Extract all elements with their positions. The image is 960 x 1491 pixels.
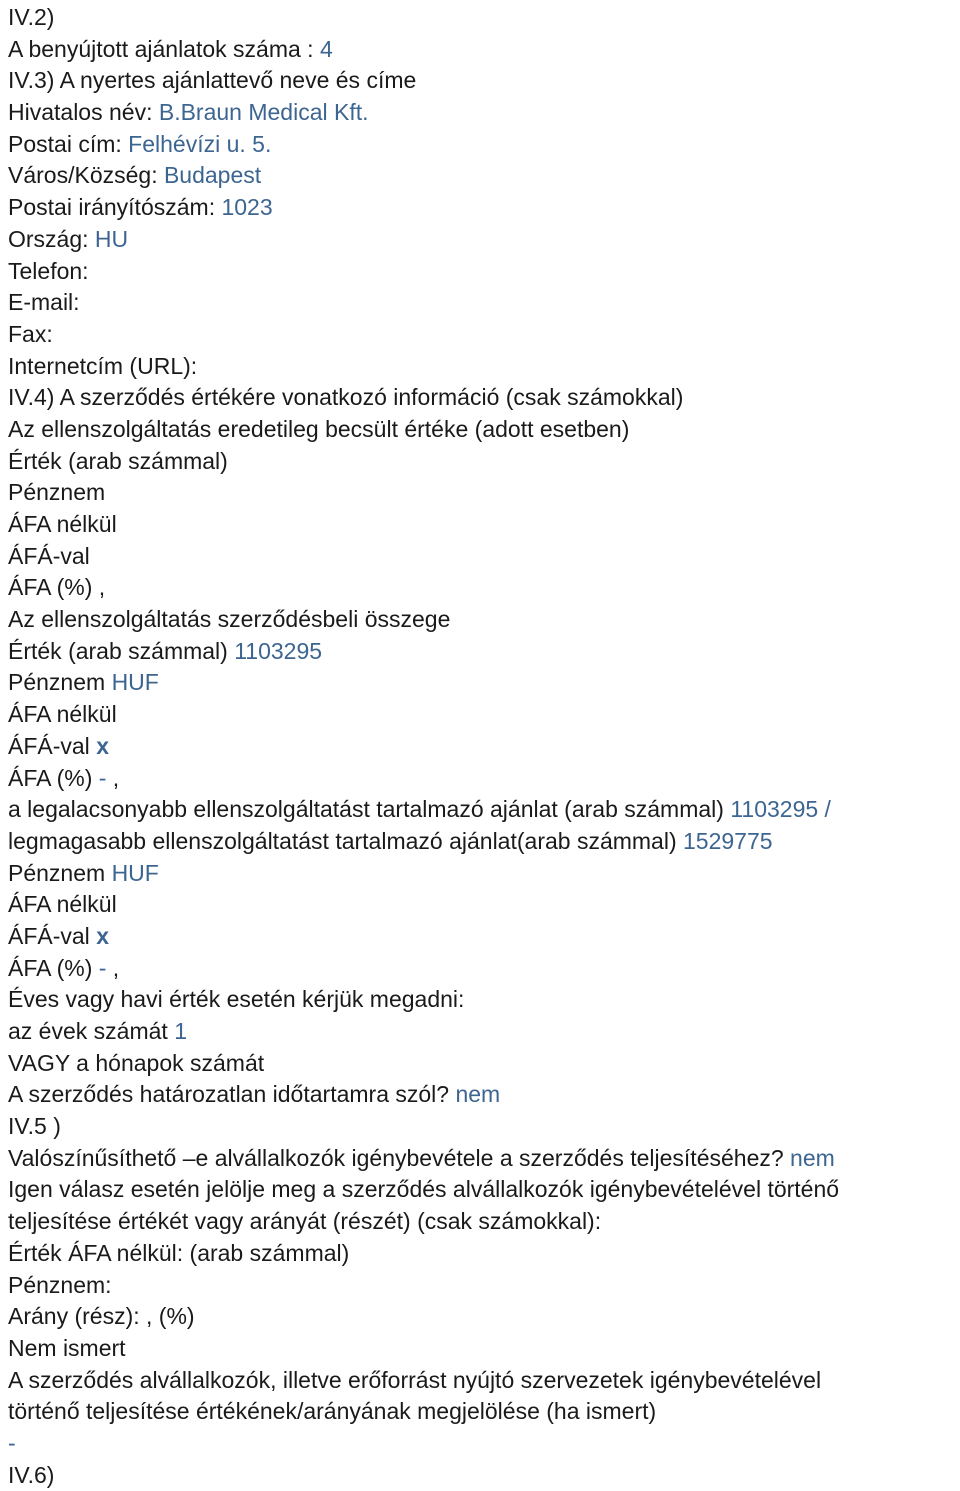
document-line — [8, 1206, 960, 1238]
line-value: B.Braun Medical Kft. — [158, 99, 369, 126]
line-label: VAGY a hónapok számát — [8, 1049, 265, 1076]
line-value: x — [96, 922, 109, 949]
line-label: Internetcím (URL): — [8, 352, 198, 379]
line-value: 1529775 — [683, 827, 773, 854]
line-label: E-mail: — [8, 289, 80, 316]
document-line — [8, 477, 960, 509]
line-value: Felhévízi u. 5. — [128, 130, 272, 157]
document-line — [8, 889, 960, 921]
document-line — [8, 699, 960, 731]
document-line — [8, 636, 960, 668]
document-line — [8, 1270, 960, 1302]
line-label: teljesítése értékét vagy arányát (részét) (csak számokkal): — [8, 1208, 602, 1235]
line-label: a legalacsonyabb ellenszolgáltatást tartalmazó ajánlat (arab számmal) — [8, 796, 731, 823]
line-label: IV.5 ) — [8, 1113, 61, 1140]
line-value: HUF — [111, 859, 159, 886]
document-line — [8, 1365, 960, 1397]
line-value: 4 — [319, 35, 333, 62]
line-label: Postai irányítószám: — [8, 194, 222, 221]
line-label: Pénznem — [8, 479, 106, 506]
document-line — [8, 319, 960, 351]
document-line — [8, 34, 960, 66]
line-label: Pénznem — [8, 859, 112, 886]
line-label: Hivatalos név: — [8, 99, 159, 126]
document-line — [8, 1460, 960, 1491]
line-label: ÁFÁ-val — [8, 542, 90, 569]
line-label: Igen válasz esetén jelölje meg a szerződés alvállalkozók igénybevételével történő — [8, 1176, 840, 1203]
document-line — [8, 1301, 960, 1333]
line-label: Az ellenszolgáltatás szerződésbeli összege — [8, 606, 451, 633]
document-line — [8, 1079, 960, 1111]
document-line — [8, 541, 960, 573]
document-line — [8, 192, 960, 224]
line-label: történő teljesítése értékének/arányának megjelölése (ha ismert) — [8, 1398, 657, 1425]
document-line — [8, 129, 960, 161]
line-label: Érték (arab számmal) — [8, 637, 235, 664]
document-line — [8, 97, 960, 129]
document-line — [8, 604, 960, 636]
line-value: Budapest — [163, 162, 262, 189]
document-line — [8, 1143, 960, 1175]
document-line — [8, 414, 960, 446]
line-label: Valószínűsíthető –e alvállalkozók igénybevétele a szerződés teljesítéséhez? — [8, 1144, 791, 1171]
line-value: 1023 — [221, 194, 273, 221]
line-value: 1 — [174, 1018, 187, 1044]
document-line — [8, 160, 960, 192]
line-label: ÁFA nélkül — [8, 701, 117, 728]
document-line — [8, 1016, 960, 1048]
line-label: ÁFÁ-val — [8, 732, 97, 759]
line-label: Ország: — [8, 225, 95, 252]
line-label: legmagasabb ellenszolgáltatást tartalmazó ajánlat(arab számmal) — [8, 827, 684, 854]
line-label: Postai cím: — [8, 130, 129, 157]
document-line — [8, 1333, 960, 1365]
document-line — [8, 1396, 960, 1428]
document-line — [8, 509, 960, 541]
line-value: - — [8, 1429, 16, 1456]
line-label: IV.2) — [8, 4, 55, 30]
document-line — [8, 287, 960, 319]
line-label: Pénznem — [8, 669, 112, 696]
line-label: ÁFA nélkül — [8, 891, 117, 918]
document-line — [8, 256, 960, 288]
line-value: - — [98, 954, 107, 981]
line-suffix: , — [106, 954, 120, 981]
document-line — [8, 2, 960, 34]
document-line — [8, 1238, 960, 1270]
line-label: ÁFA (%) — [8, 954, 99, 981]
document-line — [8, 382, 960, 414]
line-label: Pénznem: — [8, 1271, 112, 1298]
line-value: nem — [790, 1144, 835, 1171]
document-line — [8, 953, 960, 985]
line-label: Város/Község: — [8, 162, 164, 189]
line-label: A szerződés alvállalkozók, illetve erőforrást nyújtó szervezetek igénybevételével — [8, 1366, 822, 1393]
line-label: Érték ÁFA nélkül: (arab számmal) — [8, 1239, 350, 1266]
line-label: Éves vagy havi érték esetén kérjük megadni: — [8, 986, 465, 1013]
document-line — [8, 351, 960, 383]
line-label: Nem ismert — [8, 1334, 126, 1361]
document-line — [8, 921, 960, 953]
line-label: Telefon: — [8, 257, 89, 284]
line-label: IV.4) A szerződés értékére vonatkozó információ (csak számokkal) — [8, 384, 684, 411]
line-label: ÁFA nélkül — [8, 511, 117, 537]
line-label: Fax: — [8, 320, 53, 347]
line-label: IV.6) — [8, 1461, 55, 1488]
document-line — [8, 446, 960, 478]
document-line — [8, 1174, 960, 1206]
document-line — [8, 1111, 960, 1143]
line-value: 1103295 — [234, 637, 323, 664]
line-label: Arány (rész): , (%) — [8, 1303, 195, 1330]
document-line — [8, 794, 960, 826]
line-label: ÁFÁ-val — [8, 922, 97, 949]
document-line — [8, 65, 960, 97]
document-line — [8, 1428, 960, 1460]
document-line — [8, 224, 960, 256]
line-suffix: , — [106, 764, 120, 791]
document-line — [8, 826, 960, 858]
line-label: Az ellenszolgáltatás eredetileg becsült értéke (adott esetben) — [8, 415, 630, 442]
document-line — [8, 731, 960, 763]
line-value: HU — [94, 225, 129, 252]
document-line — [8, 572, 960, 604]
line-label: az évek számát — [8, 1018, 175, 1044]
line-value: HUF — [111, 669, 159, 696]
line-label: A szerződés határozatlan időtartamra szól? — [8, 1081, 456, 1108]
line-label: Érték (arab számmal) — [8, 447, 228, 474]
document-line — [8, 1048, 960, 1080]
line-value: 1103295 / — [730, 796, 831, 823]
line-label: ÁFA (%) — [8, 764, 99, 791]
line-label: A benyújtott ajánlatok száma : — [8, 35, 320, 62]
document-line — [8, 667, 960, 699]
line-value: x — [96, 732, 109, 759]
line-label: IV.3) A nyertes ajánlattevő neve és címe — [8, 67, 417, 94]
line-value: nem — [455, 1081, 501, 1108]
document-line — [8, 984, 960, 1016]
document-line — [8, 763, 960, 795]
line-label: ÁFA (%) , — [8, 574, 106, 601]
document-line — [8, 858, 960, 890]
line-value: - — [98, 764, 107, 791]
